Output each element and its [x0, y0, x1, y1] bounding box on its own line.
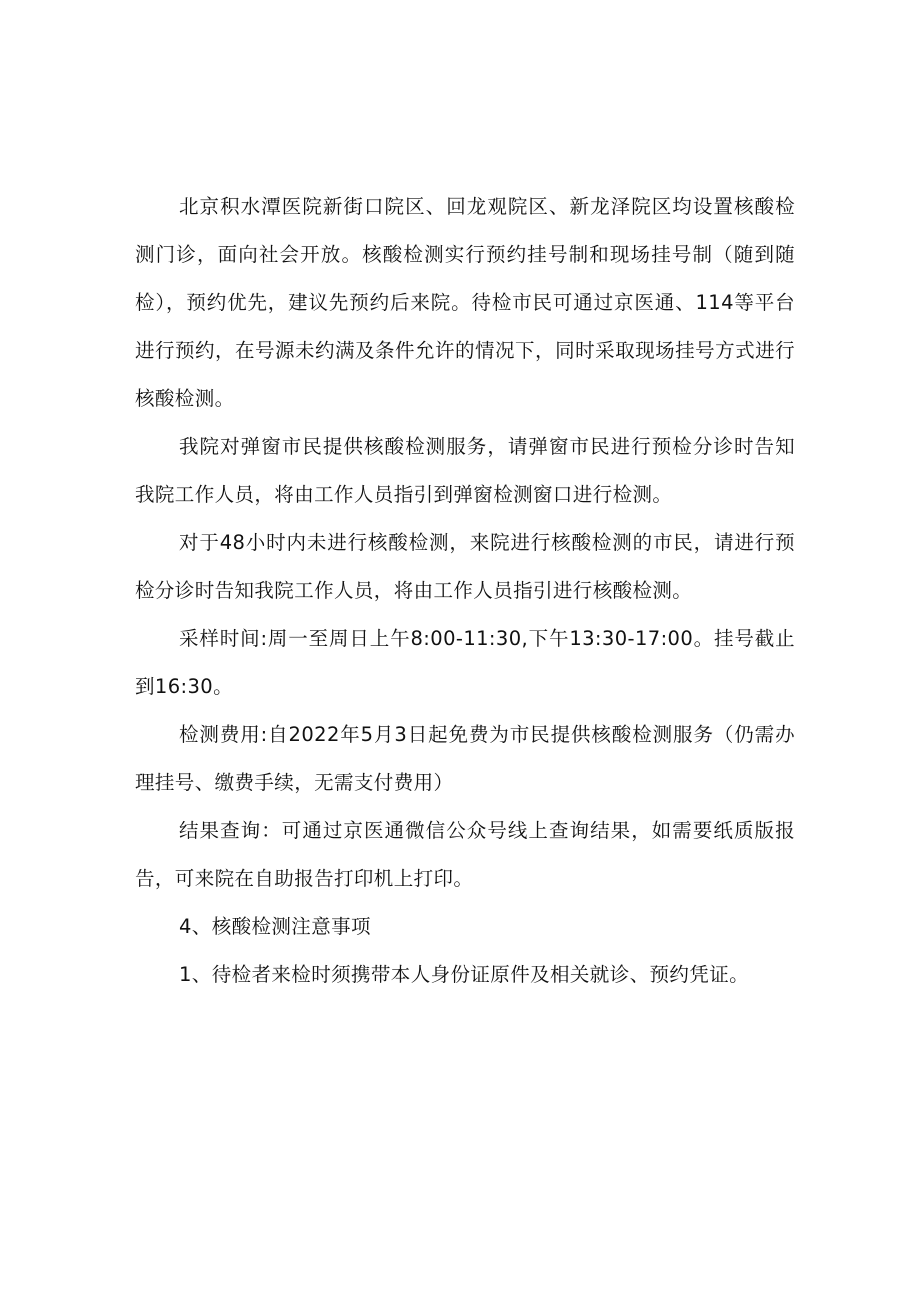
paragraph-popup-service: 我院对弹窗市民提供核酸检测服务，请弹窗市民进行预检分诊时告知我院工作人员，将由工作人员指引到弹窗检测窗口进行检测。 [135, 435, 795, 506]
paragraph-result-query: 结果查询：可通过京医通微信公众号线上查询结果，如需要纸质版报告，可来院在自助报告打印机上打印。 [135, 819, 795, 890]
document-body [135, 183, 795, 999]
section-heading-precautions: 4、核酸检测注意事项 [179, 915, 371, 938]
paragraph-testing-fee: 检测费用:自2022年5月3日起免费为市民提供核酸检测服务（仍需办理挂号、缴费手续，无需支付费用） [135, 723, 795, 794]
paragraph-sampling-time: 采样时间:周一至周日上午8:00-11:30,下午13:30-17:00。挂号截止到16:30。 [135, 627, 795, 698]
paragraph-48-hour-testing: 对于48小时内未进行核酸检测，来院进行核酸检测的市民，请进行预检分诊时告知我院工作人员，将由工作人员指引进行核酸检测。 [135, 531, 795, 602]
paragraph-precaution-1: 1、待检者来检时须携带本人身份证原件及相关就诊、预约凭证。 [179, 963, 750, 986]
paragraph-testing-clinics: 北京积水潭医院新街口院区、回龙观院区、新龙泽院区均设置核酸检测门诊，面向社会开放。核酸检测实行预约挂号制和现场挂号制（随到随检），预约优先，建议先预约后来院。待检市民可通过京医通、114等平台进行预约，在号源未约满及条件允许的情况下，同时采取现场挂号方式进行核酸检测。 [135, 195, 795, 410]
